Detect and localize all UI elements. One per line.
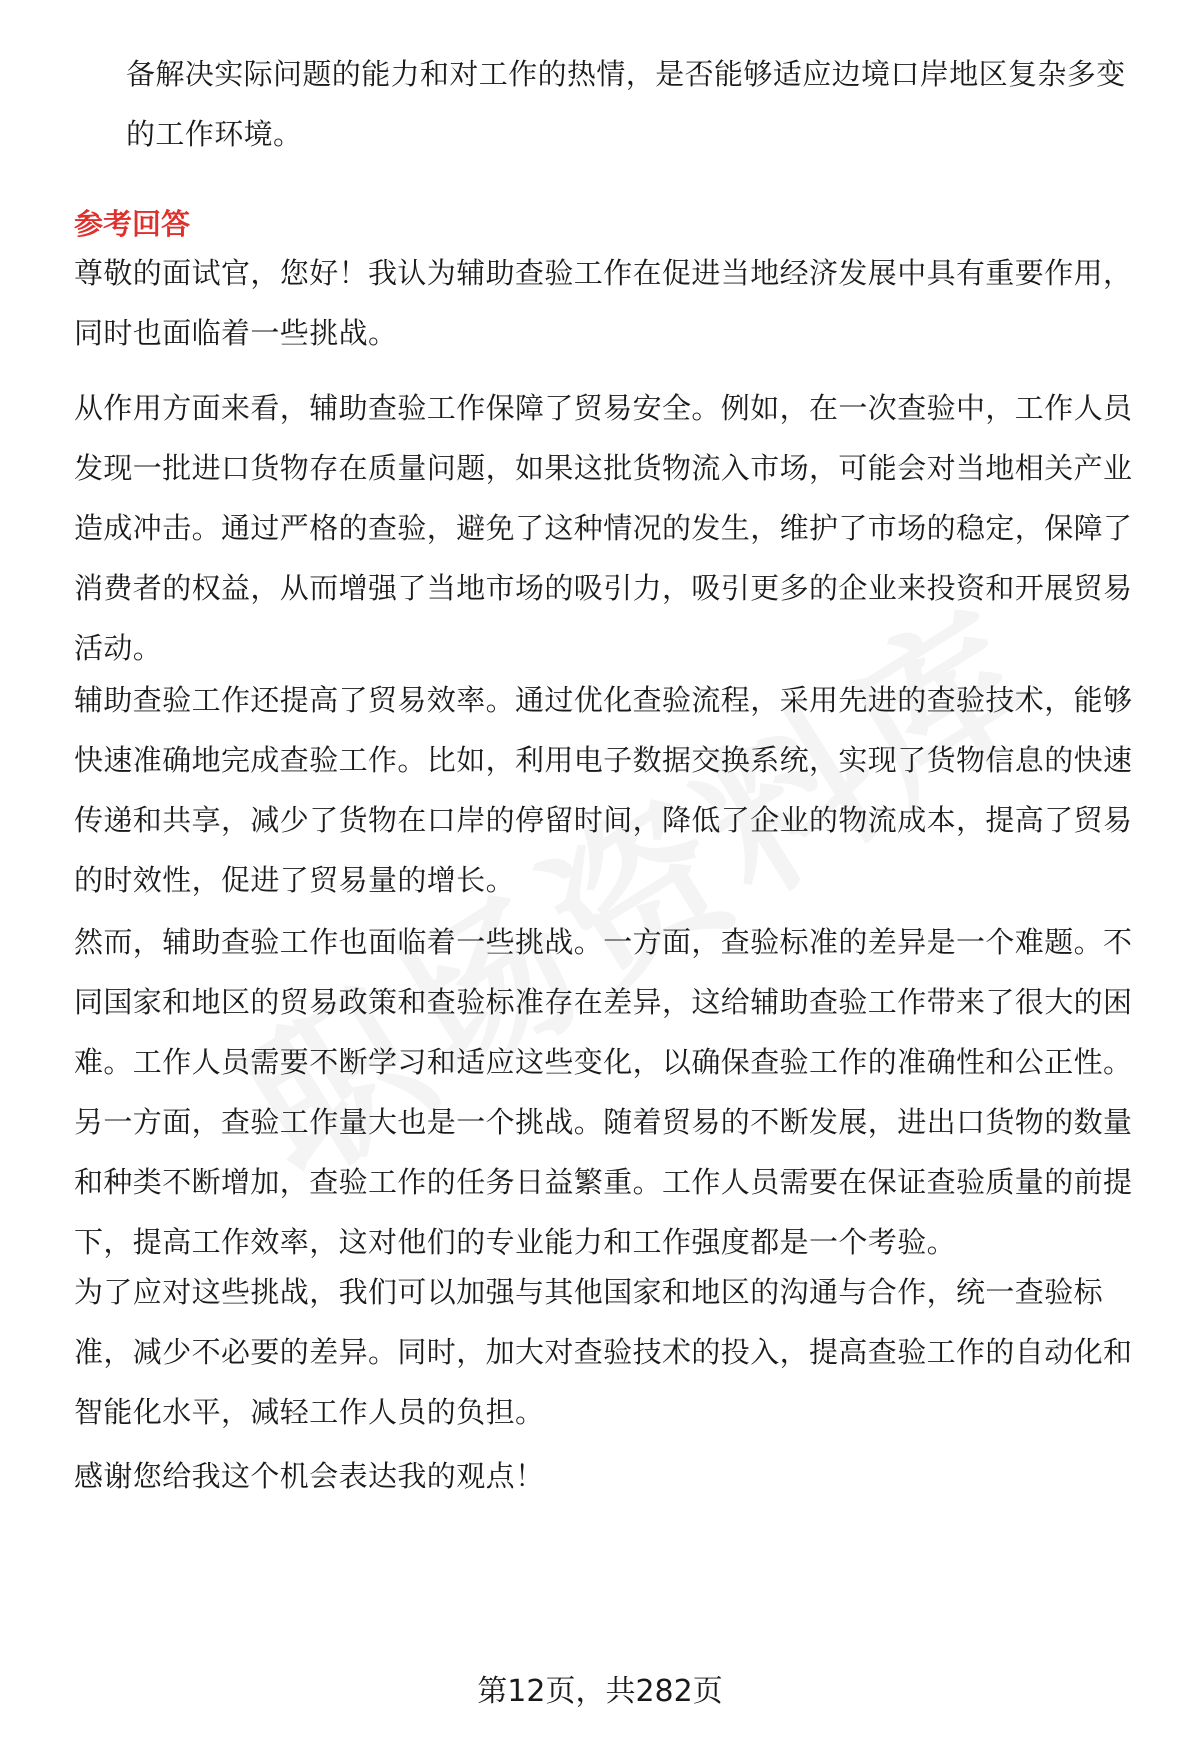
paragraph-solutions: 为了应对这些挑战，我们可以加强与其他国家和地区的沟通与合作，统一查验标准，减少不必要的差异。同时，加大对查验技术的投入，提高查验工作的自动化和智能化水平，减轻工作人员的负担。 [74, 1275, 1133, 1429]
answer-heading: 参考回答 [74, 207, 191, 241]
paragraph-greeting: 尊敬的面试官，您好！我认为辅助查验工作在促进当地经济发展中具有重要作用，同时也面临着一些挑战。 [74, 256, 1133, 350]
paragraph-role-efficiency: 辅助查验工作还提高了贸易效率。通过优化查验流程，采用先进的查验技术，能够快速准确地完成查验工作。比如，利用电子数据交换系统，实现了货物信息的快速传递和共享，减少了货物在口岸的停留时间，降低了企业的物流成本，提高了贸易的时效性，促进了贸易量的增长。 [74, 683, 1133, 897]
paragraph-role-security: 从作用方面来看，辅助查验工作保障了贸易安全。例如，在一次查验中，工作人员发现一批进口货物存在质量问题，如果这批货物流入市场，可能会对当地相关产业造成冲击。通过严格的查验，避免了这种情况的发生，维护了市场的稳定，保障了消费者的权益，从而增强了当地市场的吸引力，吸引更多的企业来投资和开展贸易活动。 [74, 391, 1133, 665]
paragraph-challenges: 然而，辅助查验工作也面临着一些挑战。一方面，查验标准的差异是一个难题。不同国家和地区的贸易政策和查验标准存在差异，这给辅助查验工作带来了很大的困难。工作人员需要不断学习和适应这些变化，以确保查验工作的准确性和公正性。另一方面，查验工作量大也是一个挑战。随着贸易的不断发展，进出口货物的数量和种类不断增加，查验工作的任务日益繁重。工作人员需要在保证查验质量的前提下，提高工作效率，这对他们的专业能力和工作强度都是一个考验。 [74, 925, 1133, 1259]
page-number: 第12页，共282页 [477, 1674, 723, 1709]
paragraph-closing: 感谢您给我这个机会表达我的观点！ [74, 1459, 545, 1493]
continuation-text: 备解决实际问题的能力和对工作的热情，是否能够适应边境口岸地区复杂多变的工作环境。 [126, 57, 1126, 151]
